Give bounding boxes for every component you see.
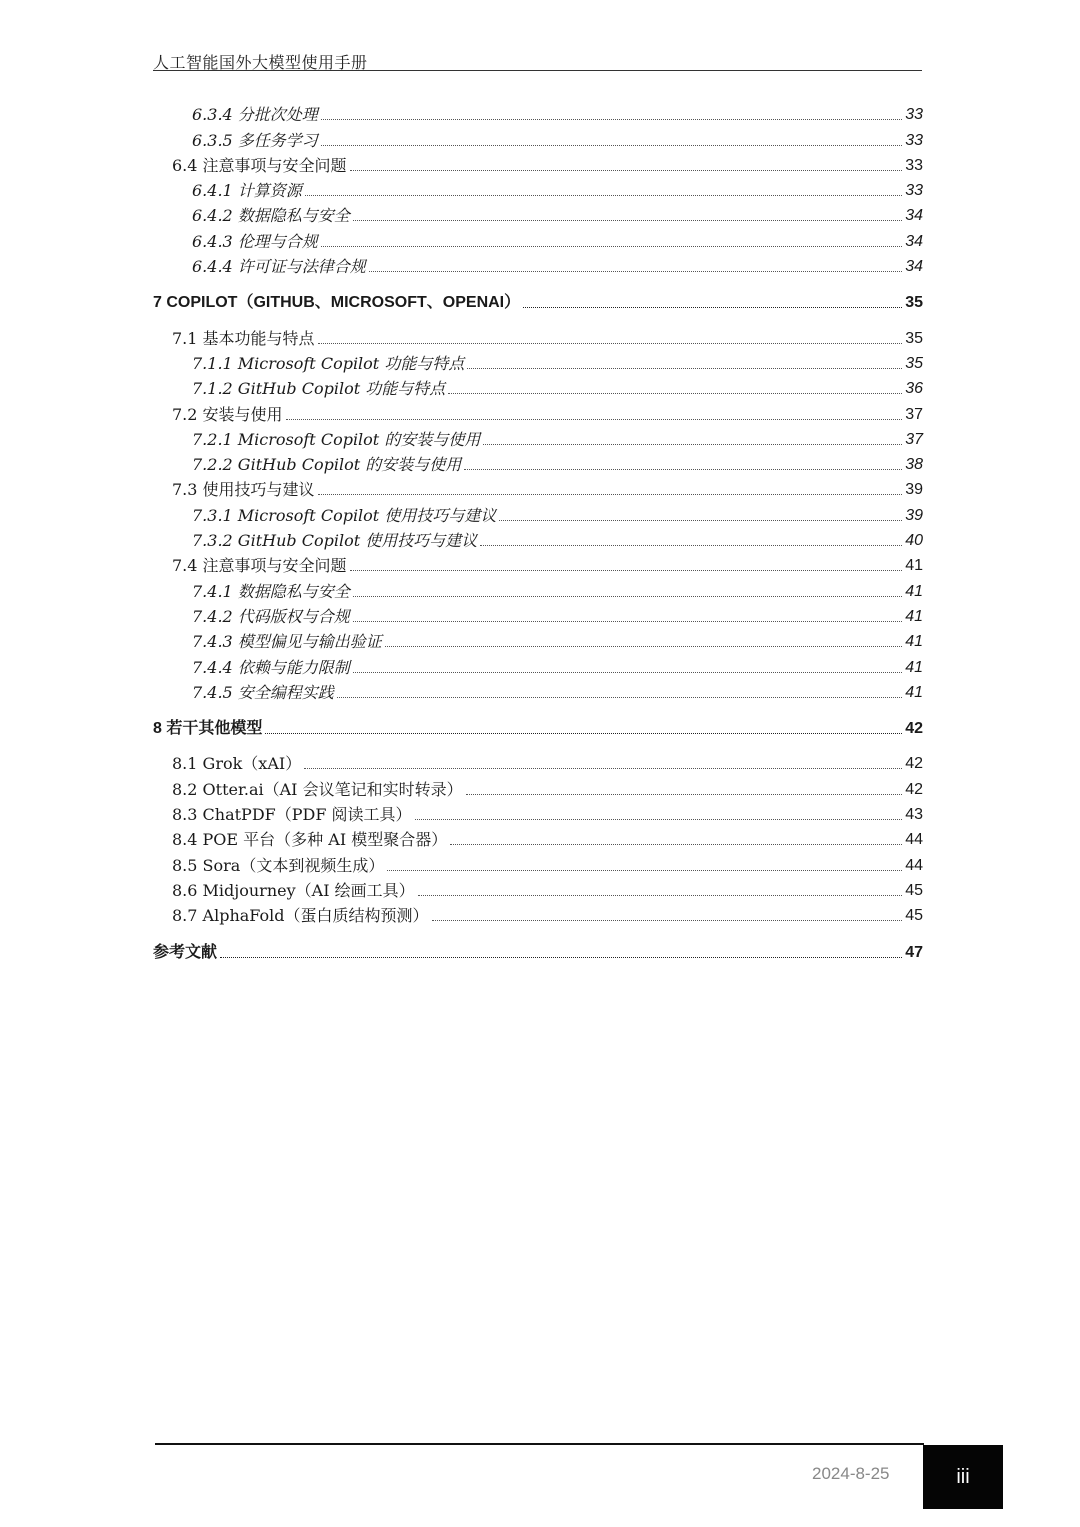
toc-entry-label: 6.3.5 多任务学习 (192, 130, 318, 150)
toc-entry-label: 7.4.5 安全编程实践 (192, 682, 334, 702)
toc-entry[interactable] (153, 576, 923, 601)
toc-entry-page: 37 (905, 430, 923, 448)
toc-entry-page: 34 (905, 232, 923, 250)
toc-dot-leader (318, 343, 903, 344)
toc-entry[interactable] (153, 323, 923, 348)
toc-entry[interactable] (153, 901, 923, 926)
toc-entry-label: 7.4.1 数据隐私与安全 (192, 581, 350, 601)
toc-entry[interactable] (153, 100, 923, 125)
toc-entry-label: 7.3 使用技巧与建议 (172, 480, 315, 500)
toc-dot-leader (304, 768, 902, 769)
toc-entry[interactable] (153, 749, 923, 774)
toc-dot-leader (499, 520, 902, 521)
page-number: iii (956, 1465, 970, 1488)
toc-entry[interactable] (153, 850, 923, 875)
toc-entry-label: 7.2.2 GitHub Copilot 的安装与使用 (192, 455, 462, 475)
toc-dot-leader (448, 393, 902, 394)
toc-entry-page: 47 (905, 943, 923, 961)
toc-entry-label: 7.4.3 模型偏见与输出验证 (192, 632, 382, 652)
toc-entry-page: 36 (905, 380, 923, 398)
toc-entry-label: 6.3.4 分批次处理 (192, 105, 318, 125)
toc-entry-page: 34 (905, 258, 923, 276)
toc-dot-leader (321, 246, 902, 247)
toc-entry-label: 6.4.3 伦理与合规 (192, 231, 318, 251)
toc-entry[interactable] (153, 450, 923, 475)
toc-entry[interactable] (153, 425, 923, 450)
footer-divider (155, 1443, 924, 1445)
toc-entry-page: 44 (905, 856, 923, 874)
table-of-contents (153, 100, 923, 973)
toc-entry-page: 33 (905, 156, 923, 174)
toc-dot-leader (418, 895, 903, 896)
toc-dot-leader (415, 819, 903, 820)
toc-entry-label: 7 COPILOT（GITHUB、MICROSOFT、OPENAI） (153, 294, 521, 312)
toc-entry-label: 7.4 注意事项与安全问题 (172, 556, 347, 576)
toc-entry[interactable] (153, 399, 923, 424)
toc-entry-page: 45 (905, 907, 923, 925)
toc-entry-label: 7.2.1 Microsoft Copilot 的安装与使用 (192, 429, 481, 449)
toc-entry[interactable] (153, 825, 923, 850)
toc-entry[interactable] (153, 349, 923, 374)
toc-dot-leader (353, 596, 902, 597)
toc-entry-label: 6.4.1 计算资源 (192, 181, 302, 201)
toc-entry-page: 43 (905, 806, 923, 824)
toc-entry-page: 42 (905, 755, 923, 773)
toc-entry[interactable] (153, 627, 923, 652)
toc-entry-label: 6.4 注意事项与安全问题 (172, 155, 347, 175)
toc-entry-label: 8.6 Midjourney（AI 绘画工具） (172, 880, 415, 900)
toc-entry[interactable] (153, 876, 923, 901)
toc-entry-label: 参考文献 (153, 943, 218, 961)
toc-entry-page: 41 (905, 658, 923, 676)
toc-entry-page: 37 (905, 405, 923, 423)
toc-dot-leader (305, 195, 902, 196)
toc-entry[interactable] (153, 774, 923, 799)
toc-entry[interactable] (153, 226, 923, 251)
toc-dot-leader (466, 794, 903, 795)
toc-entry[interactable] (153, 937, 923, 962)
toc-entry[interactable] (153, 151, 923, 176)
toc-entry-page: 41 (905, 582, 923, 600)
toc-entry-label: 6.4.4 许可证与法律合规 (192, 257, 366, 277)
toc-entry-page: 39 (905, 506, 923, 524)
toc-entry-label: 7.4.4 依赖与能力限制 (192, 657, 350, 677)
toc-entry-label: 7.1.1 Microsoft Copilot 功能与特点 (192, 353, 465, 373)
toc-entry[interactable] (153, 125, 923, 150)
toc-entry-label: 8.1 Grok（xAI） (172, 754, 302, 774)
toc-entry[interactable] (153, 252, 923, 277)
toc-entry[interactable] (153, 176, 923, 201)
header-divider (153, 70, 922, 71)
toc-entry-page: 33 (905, 182, 923, 200)
toc-entry-page: 41 (905, 607, 923, 625)
toc-entry-label: 8 若干其他模型 (153, 720, 263, 738)
toc-dot-leader (350, 170, 903, 171)
toc-entry[interactable] (153, 800, 923, 825)
toc-dot-leader (467, 368, 902, 369)
toc-entry-page: 42 (905, 720, 923, 738)
toc-entry[interactable] (153, 678, 923, 703)
toc-entry-page: 40 (905, 532, 923, 550)
toc-entry-page: 45 (905, 881, 923, 899)
toc-entry-page: 33 (905, 131, 923, 149)
toc-entry[interactable] (153, 526, 923, 551)
toc-dot-leader (450, 844, 902, 845)
toc-entry-page: 35 (905, 329, 923, 347)
toc-entry-label: 8.2 Otter.ai（AI 会议笔记和实时转录） (172, 779, 463, 799)
toc-entry[interactable] (153, 475, 923, 500)
toc-dot-leader (387, 870, 902, 871)
toc-entry-label: 7.3.1 Microsoft Copilot 使用技巧与建议 (192, 505, 497, 525)
toc-dot-leader (286, 419, 903, 420)
toc-dot-leader (369, 271, 902, 272)
toc-entry[interactable] (153, 201, 923, 226)
toc-dot-leader (220, 957, 902, 958)
toc-entry-page: 33 (905, 106, 923, 124)
toc-entry-label: 8.7 AlphaFold（蛋白质结构预测） (172, 906, 429, 926)
toc-dot-leader (353, 621, 902, 622)
toc-entry-page: 38 (905, 456, 923, 474)
toc-entry-page: 41 (905, 633, 923, 651)
toc-entry[interactable] (153, 288, 923, 313)
toc-entry-label: 8.4 POE 平台（多种 AI 模型聚合器） (172, 830, 448, 850)
toc-dot-leader (350, 570, 903, 571)
toc-entry-page: 44 (905, 831, 923, 849)
toc-entry[interactable] (153, 500, 923, 525)
toc-dot-leader (318, 494, 903, 495)
toc-entry-page: 35 (905, 354, 923, 372)
toc-entry-page: 34 (905, 207, 923, 225)
toc-entry-page: 41 (905, 683, 923, 701)
running-header-title: 人工智能国外大模型使用手册 (153, 53, 368, 72)
toc-dot-leader (353, 672, 902, 673)
toc-dot-leader (265, 733, 902, 734)
page-number-box (923, 1445, 1003, 1509)
toc-entry[interactable] (153, 714, 923, 739)
toc-entry-label: 7.1 基本功能与特点 (172, 328, 315, 348)
toc-entry-label: 7.4.2 代码版权与合规 (192, 606, 350, 626)
toc-entry-label: 7.2 安装与使用 (172, 404, 283, 424)
toc-entry-page: 39 (905, 481, 923, 499)
toc-entry-label: 7.1.2 GitHub Copilot 功能与特点 (192, 379, 446, 399)
toc-dot-leader (321, 119, 902, 120)
toc-entry-label: 8.5 Sora（文本到视频生成） (172, 855, 385, 875)
toc-entry-page: 41 (905, 557, 923, 575)
toc-dot-leader (353, 220, 902, 221)
toc-entry-label: 8.3 ChatPDF（PDF 阅读工具） (172, 805, 412, 825)
toc-dot-leader (321, 145, 902, 146)
toc-dot-leader (385, 646, 902, 647)
toc-entry[interactable] (153, 374, 923, 399)
toc-dot-leader (337, 697, 902, 698)
toc-entry[interactable] (153, 652, 923, 677)
footer-date: 2024-8-25 (812, 1464, 890, 1483)
toc-dot-leader (523, 307, 902, 308)
toc-dot-leader (432, 920, 903, 921)
toc-entry-label: 7.3.2 GitHub Copilot 使用技巧与建议 (192, 531, 478, 551)
toc-dot-leader (464, 469, 902, 470)
toc-entry-page: 35 (905, 294, 923, 312)
toc-dot-leader (483, 444, 902, 445)
toc-entry[interactable] (153, 602, 923, 627)
toc-entry[interactable] (153, 551, 923, 576)
toc-entry-page: 42 (905, 780, 923, 798)
toc-dot-leader (480, 545, 902, 546)
toc-entry-label: 6.4.2 数据隐私与安全 (192, 206, 350, 226)
